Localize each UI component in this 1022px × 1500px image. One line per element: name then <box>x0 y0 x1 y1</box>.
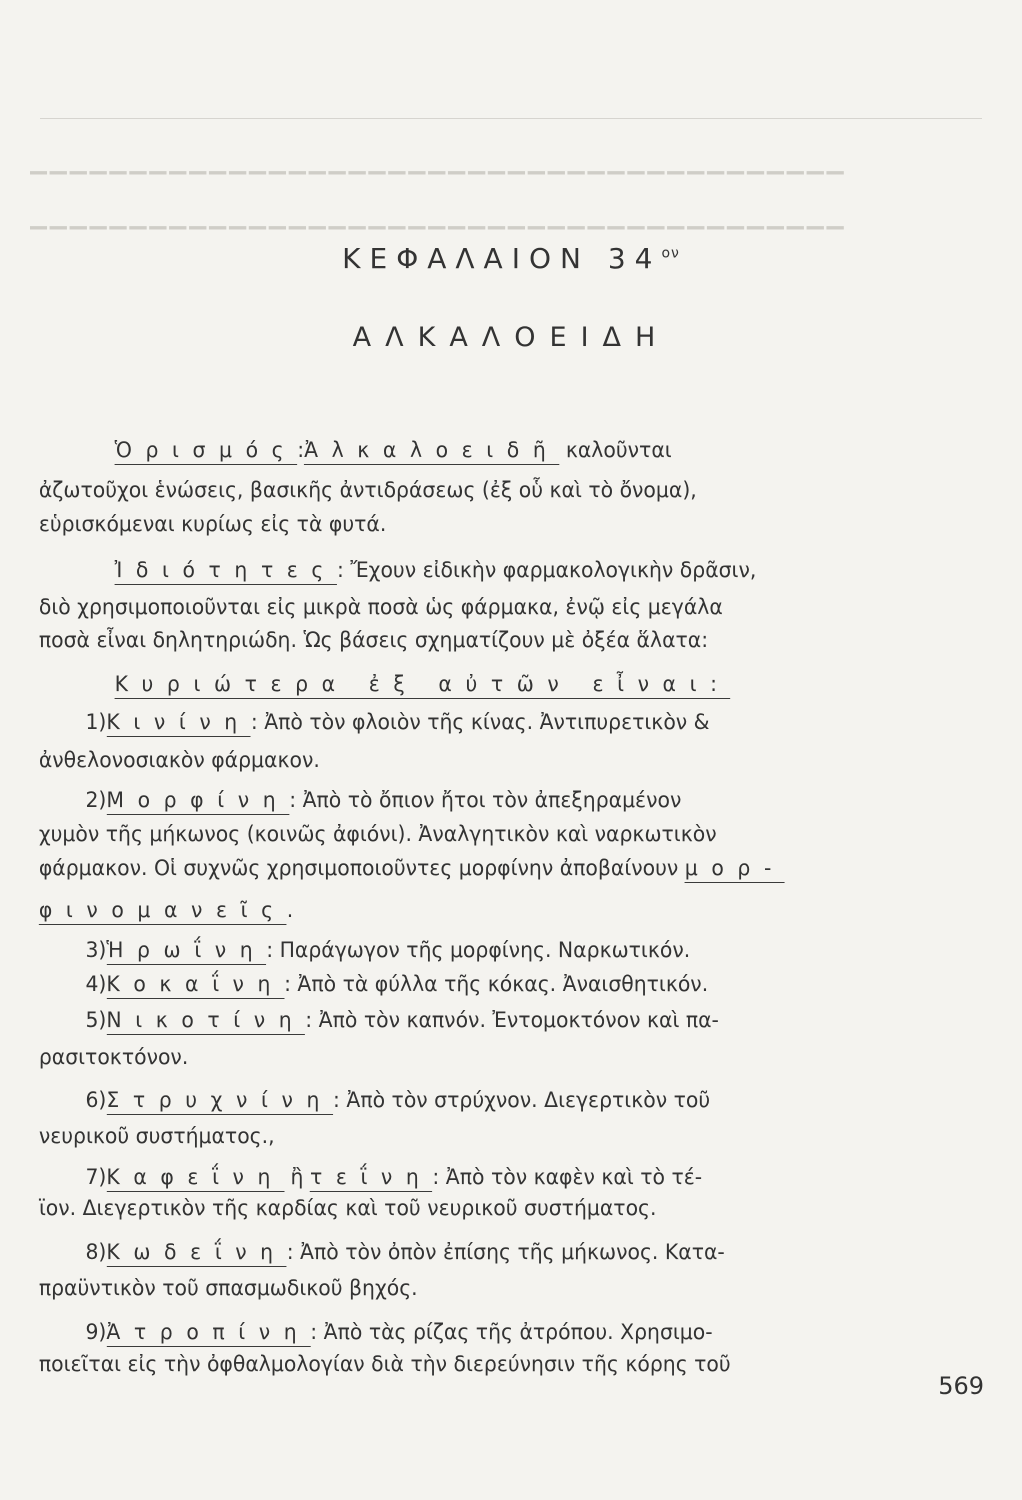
text-line <box>0 898 992 934</box>
text-line <box>0 1008 992 1044</box>
text-span: ποιεῖται εἰς τὴν ὀφθαλμολογίαν διὰ τὴν διερεύνησιν τῆς κόρης τοῦ <box>38 1352 731 1376</box>
text-line <box>0 748 992 784</box>
text-span: ϊον. Διεγερτικὸν τῆς καρδίας καὶ τοῦ νευρικοῦ συστήματος. <box>38 1196 657 1220</box>
emphasized-term: Νικοτίνη <box>106 1008 305 1035</box>
emphasized-term: Μορφίνη <box>106 788 289 815</box>
text-span: 5) <box>85 1008 107 1032</box>
text-span: : Ἀπὸ τὸν φλοιὸν τῆς κίνας. Ἀντιπυρετικὸν & <box>250 710 710 734</box>
text-span: ρασιτοκτόνον. <box>38 1045 189 1069</box>
emphasized-term: Κυριώτερα ἐξ αὐτῶν εἶναι: <box>115 672 731 699</box>
text-line <box>0 512 992 548</box>
text-span: 4) <box>85 972 107 996</box>
text-span: 1) <box>85 710 107 734</box>
text-line <box>0 1088 992 1124</box>
text-line <box>0 478 992 514</box>
text-line <box>0 1124 992 1160</box>
text-span: : Ἀπὸ τὰς ρίζας τῆς ἀτρόπου. Χρησιμο- <box>310 1320 713 1344</box>
text-span: : Ἔχουν εἰδικὴν φαρμακολογικὴν δρᾶσιν, <box>336 558 757 582</box>
bleed-through-shadow: ▁▁▁▁▁▁▁▁▁▁▁▁▁▁▁▁▁▁▁▁▁▁▁▁▁▁▁▁▁▁▁▁▁▁▁▁▁▁▁▁▁ <box>30 205 847 230</box>
text-line <box>0 972 992 1008</box>
text-span: : Ἀπὸ τὸ ὄπιον ἤτοι τὸν ἀπεξηραμένον <box>289 788 682 812</box>
text-span: φάρμακον. Οἱ συχνῶς χρησιμοποιοῦντες μορφίνην ἀποβαίνουν <box>38 856 685 880</box>
text-line <box>0 710 992 746</box>
emphasized-term: Ἀτροπίνη <box>106 1320 310 1347</box>
text-span: : Ἀπὸ τὸν καφὲν καὶ τὸ τέ- <box>432 1165 703 1189</box>
emphasized-term: Κινίνη <box>106 710 250 737</box>
text-line <box>0 1045 992 1081</box>
emphasized-term: Στρυχνίνη <box>106 1088 333 1115</box>
emphasized-term: τεΐνη <box>310 1165 432 1192</box>
text-line <box>0 1320 992 1356</box>
text-span: νευρικοῦ συστήματος., <box>38 1124 275 1148</box>
text-line <box>0 1276 992 1312</box>
text-line <box>0 438 992 474</box>
text-span: . <box>286 898 294 922</box>
text-span: χυμὸν τῆς μήκωνος (κοινῶς ἀφιόνι). Ἀναλγητικὸν καὶ ναρκωτικὸν <box>38 822 717 846</box>
text-span: 9) <box>85 1320 107 1344</box>
text-line <box>0 628 992 664</box>
text-span: 3) <box>85 938 107 962</box>
emphasized-term: φινομανεῖς <box>39 898 287 925</box>
text-span: ποσὰ εἶναι δηλητηριώδη. Ὡς βάσεις σχηματίζουν μὲ ὀξέα ἅλατα: <box>38 628 709 652</box>
text-span: : <box>297 438 305 462</box>
text-span: : Ἀπὸ τὰ φύλλα τῆς κόκας. Ἀναισθητικόν. <box>284 972 709 996</box>
text-span: διὸ χρησιμοποιοῦνται εἰς μικρὰ ποσὰ ὡς φάρμακα, ἐνῷ εἰς μεγάλα <box>38 595 723 619</box>
bleed-through-shadow: ▁▁▁▁▁▁▁▁▁▁▁▁▁▁▁▁▁▁▁▁▁▁▁▁▁▁▁▁▁▁▁▁▁▁▁▁▁▁▁▁▁ <box>30 150 847 175</box>
emphasized-term: Καφεΐνη <box>106 1165 284 1192</box>
emphasized-term: Κωδεΐνη <box>106 1240 286 1267</box>
chapter-heading: ΑΛΚΑΛΟΕΙΔΗ <box>352 322 670 353</box>
text-line <box>0 1352 992 1388</box>
bleed-through-rule <box>40 118 982 119</box>
page-number: 569 <box>938 1372 984 1400</box>
text-line <box>0 822 992 858</box>
emphasized-term: μορ- <box>685 856 785 883</box>
text-span: : Ἀπὸ τὸν καπνόν. Ἐντομοκτόνον καὶ πα- <box>305 1008 719 1032</box>
emphasized-term: Κοκαΐνη <box>106 972 284 999</box>
text-span: πραϋντικὸν τοῦ σπασμωδικοῦ βηχός. <box>38 1276 418 1300</box>
emphasized-term: Ἀλκαλοειδῆ <box>304 438 559 465</box>
text-line <box>0 1240 992 1276</box>
text-line <box>0 856 992 892</box>
emphasized-term: Ἰδιότητες <box>115 558 337 585</box>
text-span: 8) <box>85 1240 107 1264</box>
text-span: : Ἀπὸ τὸν στρύχνον. Διεγερτικὸν τοῦ <box>333 1088 711 1112</box>
text-line <box>0 788 992 824</box>
emphasized-term: Ἡρωΐνη <box>106 938 266 965</box>
chapter-title: ΚΕΦΑΛΑΙΟΝ $34^{o\nu}$ <box>342 242 680 275</box>
text-span: καλοῦνται <box>559 438 672 462</box>
text-span: εὑρισκόμεναι κυρίως εἰς τὰ φυτά. <box>38 512 387 536</box>
text-line <box>0 1196 992 1232</box>
text-line <box>0 672 992 708</box>
text-span: 2) <box>85 788 107 812</box>
text-span: : Ἀπὸ τὸν ὀπὸν ἐπίσης τῆς μήκωνος. Κατα- <box>286 1240 725 1264</box>
text-span: ἢ <box>284 1165 310 1189</box>
text-span: ἀζωτοῦχοι ἑνώσεις, βασικῆς ἀντιδράσεως (ἐξ οὗ καὶ τὸ ὄνομα), <box>38 478 697 502</box>
text-span: 6) <box>85 1088 107 1112</box>
text-span: 7) <box>85 1165 107 1189</box>
text-span: : Παράγωγον τῆς μορφίνης. Ναρκωτικόν. <box>266 938 691 962</box>
text-line <box>0 595 992 631</box>
text-line <box>0 938 992 974</box>
text-span: ἀνθελονοσιακὸν φάρμακον. <box>38 748 320 772</box>
text-line <box>0 558 992 594</box>
emphasized-term: Ὁρισμός <box>115 438 298 465</box>
